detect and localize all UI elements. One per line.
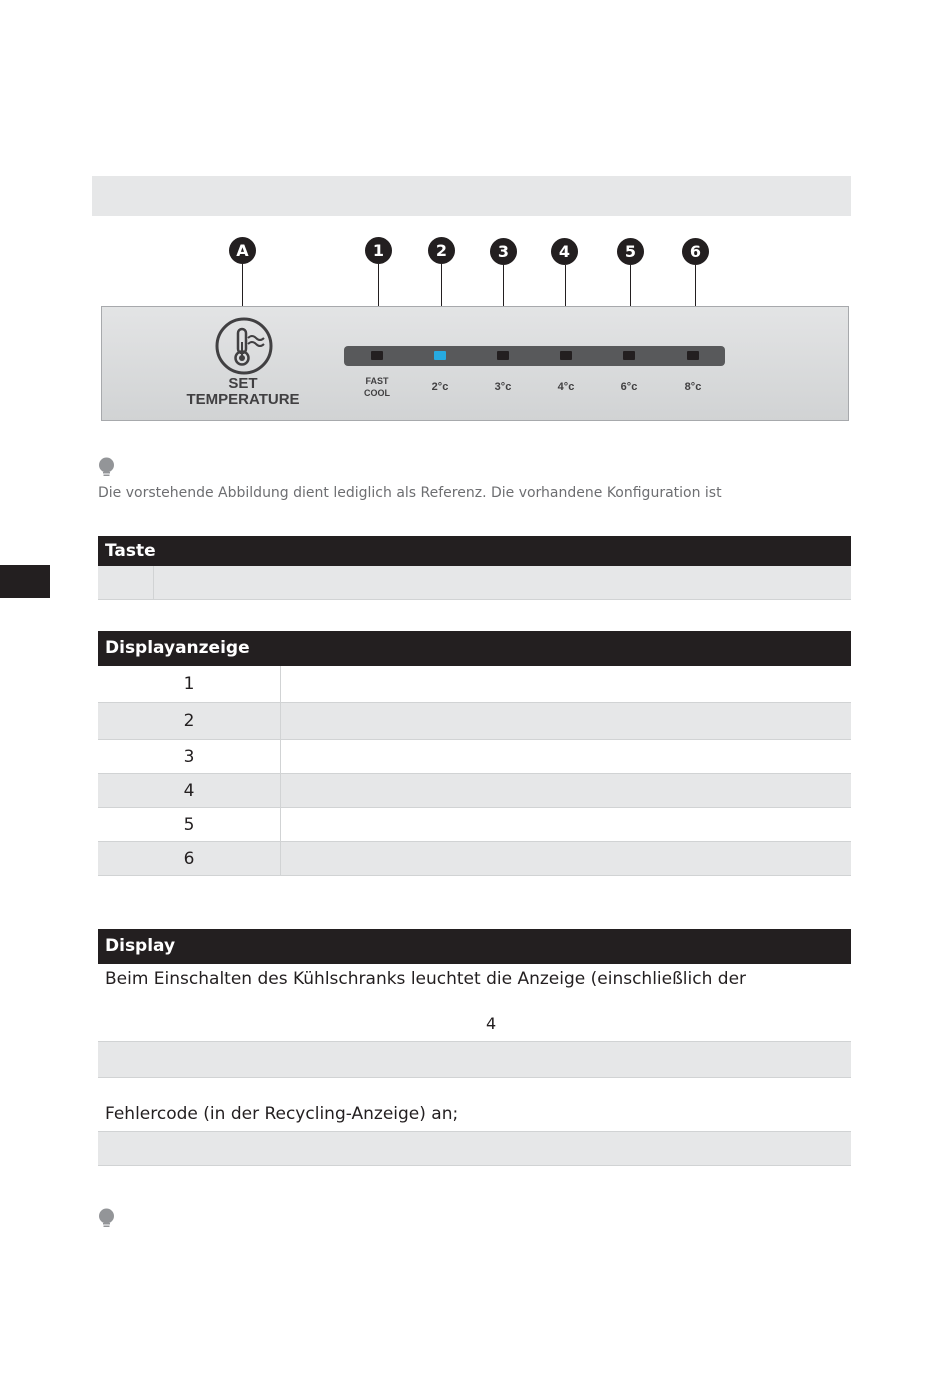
led-6c	[623, 351, 635, 360]
table-row	[98, 666, 851, 703]
taste-table-row	[98, 566, 851, 600]
led-fast-cool	[371, 351, 383, 360]
led-label-2c: 2°c	[431, 381, 449, 393]
language-tab	[0, 565, 50, 598]
set-label: SET	[228, 375, 258, 392]
led-label-fast: FAST	[365, 376, 389, 386]
table-row	[98, 1041, 851, 1078]
led-8c	[687, 351, 699, 360]
thermometer-icon[interactable]	[214, 316, 274, 376]
table-row	[98, 740, 851, 774]
table-row	[98, 774, 851, 808]
led-2c	[434, 351, 446, 360]
temperature-label: TEMPERATURE	[186, 391, 300, 408]
row-number: 4	[98, 774, 281, 807]
row-number: 5	[98, 808, 281, 841]
row-number: 2	[98, 703, 281, 739]
led-label-8c: 8°c	[684, 381, 702, 393]
error-code-paragraph: Fehlercode (in der Recycling-Anzeige) an;	[105, 1104, 459, 1124]
display-section-header: Display	[98, 929, 851, 964]
led-strip	[344, 346, 725, 366]
callout-1: 1	[365, 237, 392, 264]
reference-note: Die vorstehende Abbildung dient lediglich als Referenz. Die vorhandene Konfiguration ist	[98, 485, 722, 501]
led-label-4c: 4°c	[557, 381, 575, 393]
display-table-header: Displayanzeige	[98, 631, 851, 666]
table-row	[98, 1131, 851, 1166]
section-title-bar	[92, 176, 851, 216]
callout-4: 4	[551, 238, 578, 265]
led-label-3c: 3°c	[494, 381, 512, 393]
taste-table-header: Taste	[98, 536, 851, 566]
tip-bulb-icon	[98, 1208, 115, 1228]
callout-a: A	[229, 237, 256, 264]
display-paragraph: Beim Einschalten des Kühlschranks leuchtet die Anzeige (einschließlich der	[105, 969, 747, 989]
table-row	[98, 842, 851, 876]
tip-bulb-icon	[98, 457, 115, 477]
callout-2: 2	[428, 237, 455, 264]
callout-6: 6	[682, 238, 709, 265]
table-row	[98, 703, 851, 740]
row-number: 6	[98, 842, 281, 875]
display-paragraph-value: 4	[486, 1014, 497, 1033]
led-label-cool: COOL	[364, 388, 390, 398]
row-number: 3	[98, 740, 281, 773]
table-cell	[98, 566, 154, 599]
table-row	[98, 808, 851, 842]
led-label-6c: 6°c	[620, 381, 638, 393]
led-3c	[497, 351, 509, 360]
row-number: 1	[98, 666, 281, 702]
led-4c	[560, 351, 572, 360]
callout-3: 3	[490, 238, 517, 265]
callout-5: 5	[617, 238, 644, 265]
